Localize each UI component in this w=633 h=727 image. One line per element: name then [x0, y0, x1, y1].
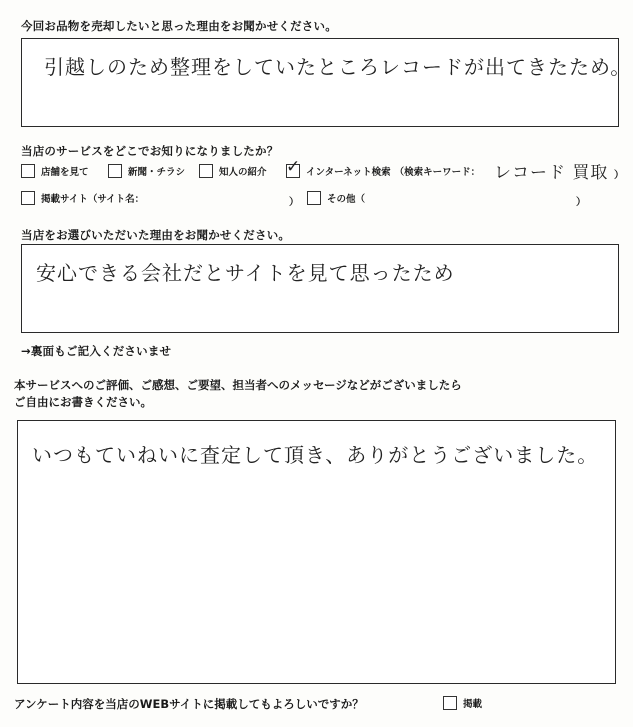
option-store-label: 店舗を見て: [41, 167, 89, 178]
checkbox-internet[interactable]: [286, 157, 301, 178]
q1-answer: 引越しのため整理をしていたところレコードが出てきたため。: [44, 55, 632, 79]
q3-label: 当店をお選びいただいた理由をお聞かせください。: [21, 228, 291, 242]
q4-answer-box[interactable]: [17, 420, 616, 684]
checkbox-referral[interactable]: [199, 164, 213, 178]
checkbox-publish[interactable]: [443, 696, 457, 710]
option-newspaper[interactable]: [108, 164, 185, 178]
checkbox-other[interactable]: [307, 191, 321, 205]
keyword-suffix: ）: [614, 170, 624, 181]
checkbox-listing-site[interactable]: [21, 191, 35, 205]
q1-answer-box[interactable]: [21, 38, 632, 127]
keyword-prefix: （検索キーワード：: [394, 167, 481, 178]
q1-label: 今回お品物を売却したいと思った理由をお聞かせください。: [21, 19, 337, 33]
q4-label-line1: 本サービスへのご評価、ご感想、ご要望、担当者へのメッセージなどがございましたら: [14, 378, 462, 392]
option-publish-label: 掲載: [463, 699, 483, 710]
option-publish[interactable]: [443, 696, 482, 710]
option-newspaper-label: 新聞・チラシ: [128, 167, 186, 178]
option-internet[interactable]: [286, 157, 481, 178]
option-other-label: その他（: [327, 194, 366, 205]
checkbox-store[interactable]: [21, 164, 35, 178]
q4-label-line2: ご自由にお書きください。: [14, 395, 152, 409]
option-referral[interactable]: [199, 164, 267, 178]
q3-answer-box[interactable]: [21, 244, 619, 333]
keyword-answer: レコード 買取: [494, 163, 609, 183]
option-listing-site-label: 掲載サイト（サイト名：: [41, 194, 145, 205]
q5-label: アンケート内容を当店のWEBサイトに掲載してもよろしいですか？: [14, 697, 364, 711]
option-store[interactable]: [21, 164, 89, 178]
q2-label: 当店のサービスをどこでお知りになりましたか？: [21, 144, 279, 158]
checkbox-newspaper[interactable]: [108, 164, 122, 178]
option-internet-label: インターネット検索: [306, 167, 391, 178]
q4-answer: いつもていねいに査定して頂き、ありがとうございました。: [32, 443, 599, 467]
option-listing-site[interactable]: [21, 191, 144, 205]
back-notice: →裏面もご記入くださいませ: [21, 344, 172, 358]
check-mark-icon: ✓: [286, 157, 301, 177]
option-referral-label: 知人の紹介: [219, 167, 267, 178]
q3-answer: 安心できる会社だとサイトを見て思ったため: [36, 261, 455, 285]
other-close: ）: [576, 197, 586, 208]
listing-site-close: ）: [289, 197, 299, 208]
option-other[interactable]: [307, 191, 365, 205]
